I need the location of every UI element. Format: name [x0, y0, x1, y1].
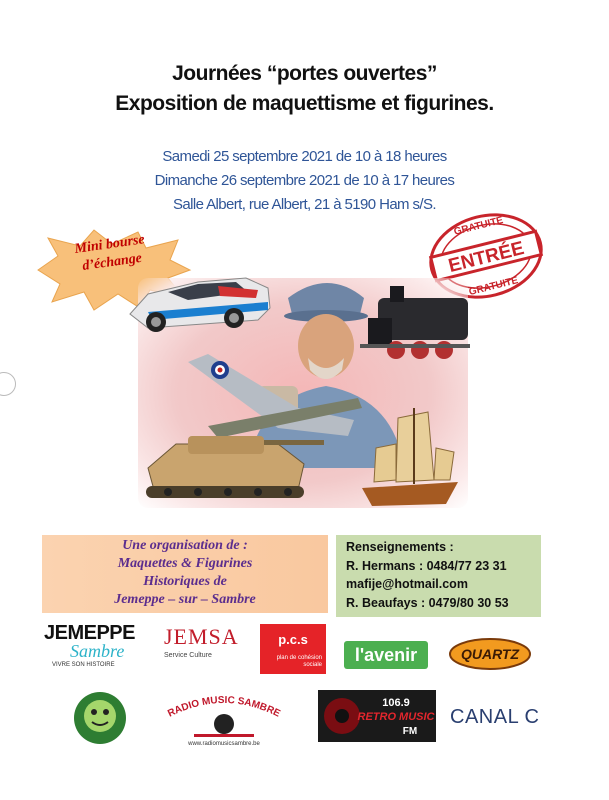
- organisation-line-4: Jemeppe – sur – Sambre: [114, 592, 256, 607]
- retro-logo-name: RETRO MUSIC: [357, 711, 435, 723]
- jemeppe-logo-tagline: VIVRE SON HISTOIRE: [52, 662, 115, 668]
- jemsa-logo: [164, 624, 240, 676]
- event-date-sunday: Dimanche 26 septembre 2021 de 10 à 17 heures: [154, 172, 455, 189]
- organisation-line-2: Maquettes & Figurines: [117, 556, 253, 571]
- bourse-line-1: Mini bourse: [73, 232, 146, 257]
- carousel-handle[interactable]: [0, 372, 16, 396]
- lavenir-logo-text: l'avenir: [354, 645, 418, 665]
- pcs-logo-sub: plan de cohésion sociale: [276, 655, 322, 668]
- event-date-saturday: Samedi 25 septembre 2021 de 10 à 18 heures: [162, 148, 447, 165]
- pcs-logo: [260, 624, 326, 674]
- canal-c-logo: [450, 706, 550, 732]
- contact-heading: Renseignements :: [346, 540, 454, 554]
- lavenir-logo: [344, 641, 428, 669]
- contact-email: mafije@hotmail.com: [346, 577, 468, 591]
- frog-logo-shape: [72, 690, 128, 746]
- jemeppe-logo-script: Sambre: [70, 641, 125, 661]
- frog-mascot-logo: [72, 690, 128, 746]
- organisation-line-3: Historiques de: [143, 574, 227, 589]
- jemeppe-logo-title: JEMEPPE: [44, 622, 135, 644]
- pcs-logo-text: p.c.s: [278, 632, 308, 647]
- contact-beaufays: R. Beaufays : 0479/80 30 53: [346, 596, 509, 610]
- event-location: Salle Albert, rue Albert, 21 à 5190 Ham s/S.: [173, 196, 436, 213]
- stamp-top-text: GRATUITE: [452, 214, 505, 238]
- retro-logo-freq: 106.9: [382, 697, 410, 709]
- jemsa-logo-title: JEMSA: [164, 624, 239, 649]
- radio-logo-url: www.radiomusicsambre.be: [188, 741, 260, 747]
- hero-collage: [128, 258, 480, 520]
- retro-logo-shape: [318, 690, 436, 742]
- quartz-logo-shape: [448, 634, 532, 674]
- jemeppe-sambre-logo: [44, 622, 140, 678]
- rally-car-image: [130, 278, 270, 332]
- radio-music-sambre-logo: [154, 690, 294, 748]
- steam-locomotive-image: [360, 286, 470, 359]
- title-line-2: Exposition de maquettisme et figurines.: [115, 92, 494, 115]
- stamp-bottom-text: GRATUITE: [467, 275, 520, 298]
- title-line-1: Journées “portes ouvertes”: [172, 62, 437, 85]
- radio-logo-text: RADIO MUSIC SAMBRE: [166, 694, 282, 720]
- radio-logo-shape: [154, 690, 294, 748]
- bourse-line-2: d’échange: [81, 250, 143, 275]
- stamp-center-text: ENTRÉE: [446, 237, 527, 277]
- contact-hermans: R. Hermans : 0484/77 23 31: [346, 559, 507, 573]
- canal-c-logo-text: CANAL C: [450, 706, 540, 728]
- retro-music-fm-logo: [318, 690, 436, 742]
- hero-illustration: [128, 258, 480, 520]
- organisation-line-1: Une organisation de :: [122, 538, 248, 553]
- jemsa-logo-sub: Service Culture: [164, 652, 212, 659]
- quartz-logo-text: QUARTZ: [460, 646, 520, 662]
- quartz-radio-logo: [448, 634, 532, 674]
- retro-logo-fm: FM: [402, 726, 418, 737]
